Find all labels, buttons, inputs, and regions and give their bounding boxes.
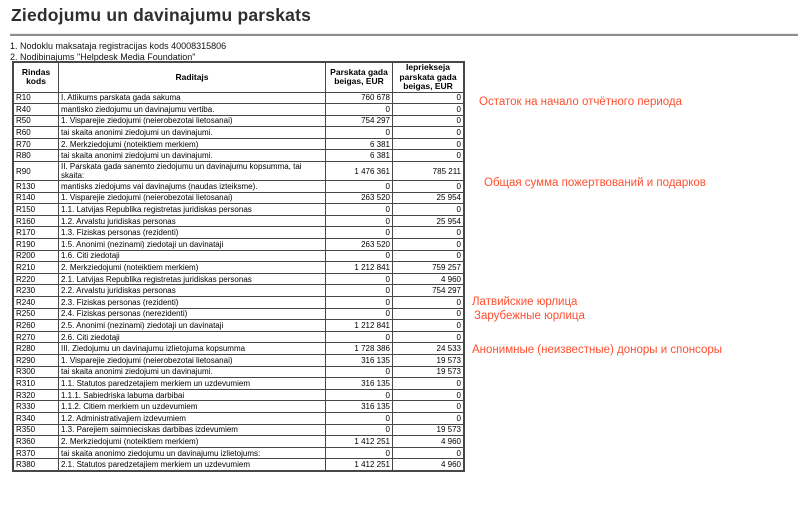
row-code: R170 (14, 227, 59, 239)
row-previous-value: 785 211 (393, 162, 464, 181)
table-row (14, 401, 464, 413)
row-current-value: 1 476 361 (326, 162, 393, 181)
row-previous-value: 0 (393, 250, 464, 262)
row-previous-value: 0 (393, 320, 464, 332)
row-indicator-label: 1.1.1. Sabiedriska labuma darbibai (59, 389, 326, 401)
row-code: R160 (14, 215, 59, 227)
row-previous-value: 0 (393, 127, 464, 139)
row-indicator-label: tai skaita anonimi ziedojumi un davinajumi. (59, 127, 326, 139)
row-previous-value: 754 297 (393, 285, 464, 297)
row-previous-value: 19 573 (393, 424, 464, 436)
annotation-note: Зарубежные юрлица (474, 310, 585, 322)
col-header-row-code: Rindas kods (14, 63, 59, 93)
table-row (14, 459, 464, 471)
table-row (14, 150, 464, 162)
row-current-value: 1 412 251 (326, 436, 393, 448)
row-current-value: 0 (326, 204, 393, 216)
table-row (14, 447, 464, 459)
row-code: R370 (14, 447, 59, 459)
row-indicator-label: 1. Visparejie ziedojumi (neierobezotai lietosanai) (59, 115, 326, 127)
row-code: R380 (14, 459, 59, 471)
row-code: R50 (14, 115, 59, 127)
row-current-value: 316 135 (326, 378, 393, 390)
row-code: R190 (14, 239, 59, 251)
foundation-name-line: 2. Nodibinajums "Helpdesk Media Foundation" (10, 52, 196, 62)
row-current-value: 0 (326, 424, 393, 436)
col-header-indicator: Raditajs (59, 63, 326, 93)
taxpayer-registration-line: 1. Nodoklu maksataja registracijas kods 40008315806 (10, 41, 227, 51)
title-divider (10, 33, 798, 36)
table-row (14, 424, 464, 436)
row-indicator-label: 1. Visparejie ziedojumi (neierobezotai lietosanai) (59, 192, 326, 204)
row-current-value: 0 (326, 227, 393, 239)
table-row (14, 127, 464, 139)
row-code: R130 (14, 181, 59, 193)
table-row (14, 192, 464, 204)
row-code: R270 (14, 331, 59, 343)
row-indicator-label: 1. Visparejie ziedojumi (neierobezotai lietosanai) (59, 354, 326, 366)
row-previous-value: 0 (393, 331, 464, 343)
table-row (14, 320, 464, 332)
row-indicator-label: mantisks ziedojums vai davinajums (naudas izteiksme). (59, 181, 326, 193)
row-current-value: 0 (326, 412, 393, 424)
row-indicator-label: 1.3. Parejiem saimnieciskas darbibas izdevumiem (59, 424, 326, 436)
row-previous-value: 0 (393, 115, 464, 127)
row-indicator-label: 2. Merkziedojumi (noteiktiem merkiem) (59, 436, 326, 448)
row-current-value: 263 520 (326, 192, 393, 204)
row-indicator-label: 1.2. Arvalstu juridiskas personas (59, 215, 326, 227)
row-previous-value: 0 (393, 447, 464, 459)
row-indicator-label: 2.5. Anonimi (nezinami) ziedotaji un davinataji (59, 320, 326, 332)
row-code: R210 (14, 262, 59, 274)
row-current-value: 1 728 386 (326, 343, 393, 355)
row-indicator-label: tai skaita anonimo ziedojumu un davinajumu izlietojums: (59, 447, 326, 459)
row-current-value: 316 135 (326, 401, 393, 413)
row-indicator-label: 1.1. Statutos paredzetajiem merkiem un uzdevumiem (59, 378, 326, 390)
row-previous-value: 19 573 (393, 366, 464, 378)
table-row (14, 104, 464, 116)
row-current-value: 0 (326, 389, 393, 401)
row-current-value: 0 (326, 297, 393, 309)
row-previous-value: 0 (393, 227, 464, 239)
table-row (14, 262, 464, 274)
row-current-value: 0 (326, 366, 393, 378)
table-row (14, 162, 464, 181)
row-current-value: 754 297 (326, 115, 393, 127)
row-indicator-label: 1.5. Anonimi (nezinami) ziedotaji un davinataji (59, 239, 326, 251)
table-row (14, 273, 464, 285)
row-current-value: 1 212 841 (326, 320, 393, 332)
row-code: R230 (14, 285, 59, 297)
row-current-value: 0 (326, 331, 393, 343)
annotation-note: Остаток на начало отчётного периода (479, 96, 683, 108)
row-current-value: 0 (326, 273, 393, 285)
row-previous-value: 759 257 (393, 262, 464, 274)
table-row (14, 215, 464, 227)
row-code: R260 (14, 320, 59, 332)
row-current-value: 0 (326, 215, 393, 227)
table-row (14, 227, 464, 239)
row-indicator-label: III. Ziedojumu un davinajumu izlietojuma kopsumma (59, 343, 326, 355)
row-indicator-label: 1.1. Latvijas Republika registretas juridiskas personas (59, 204, 326, 216)
row-current-value: 0 (326, 181, 393, 193)
row-previous-value: 0 (393, 401, 464, 413)
row-code: R320 (14, 389, 59, 401)
row-indicator-label: 2.2. Arvalstu juridiskas personas (59, 285, 326, 297)
row-previous-value: 4 960 (393, 273, 464, 285)
row-code: R280 (14, 343, 59, 355)
row-current-value: 1 212 841 (326, 262, 393, 274)
header-row (14, 63, 464, 93)
row-previous-value: 0 (393, 297, 464, 309)
row-previous-value: 25 954 (393, 215, 464, 227)
table-row (14, 343, 464, 355)
row-previous-value: 0 (393, 239, 464, 251)
row-code: R10 (14, 92, 59, 104)
row-current-value: 0 (326, 104, 393, 116)
row-previous-value: 0 (393, 204, 464, 216)
row-current-value: 6 381 (326, 138, 393, 150)
row-indicator-label: 1.6. Citi ziedotaji (59, 250, 326, 262)
row-code: R150 (14, 204, 59, 216)
row-code: R80 (14, 150, 59, 162)
row-indicator-label: tai skaita anonimi ziedojumi un davinajumi. (59, 366, 326, 378)
table-row (14, 181, 464, 193)
row-indicator-label: 1.3. Fiziskas personas (rezidenti) (59, 227, 326, 239)
row-indicator-label: 2. Merkziedojumi (noteiktiem merkiem) (59, 262, 326, 274)
row-code: R360 (14, 436, 59, 448)
annotation-note: Латвийские юрлица (472, 296, 578, 308)
report-table-body (14, 92, 464, 470)
row-indicator-label: tai skaita anonimi ziedojumi un davinajumi. (59, 150, 326, 162)
row-current-value: 0 (326, 285, 393, 297)
row-indicator-label: 2.6. Citi ziedotaji (59, 331, 326, 343)
row-code: R60 (14, 127, 59, 139)
annotation-note: Анонимные (неизвестные) доноры и спонсоры (472, 344, 722, 356)
row-indicator-label: 2. Merkziedojumi (noteiktiem merkiem) (59, 138, 326, 150)
row-previous-value: 24 533 (393, 343, 464, 355)
row-previous-value: 0 (393, 150, 464, 162)
table-row (14, 92, 464, 104)
row-indicator-label: 2.4. Fiziskas personas (nerezidenti) (59, 308, 326, 320)
row-current-value: 6 381 (326, 150, 393, 162)
row-code: R310 (14, 378, 59, 390)
row-previous-value: 19 573 (393, 354, 464, 366)
table-row (14, 285, 464, 297)
row-indicator-label: 2.1. Latvijas Republika registretas juridiskas personas (59, 273, 326, 285)
donations-report-table (13, 62, 464, 471)
table-row (14, 297, 464, 309)
row-previous-value: 25 954 (393, 192, 464, 204)
row-code: R350 (14, 424, 59, 436)
row-code: R240 (14, 297, 59, 309)
row-code: R250 (14, 308, 59, 320)
row-indicator-label: mantisko ziedojumu un davinajumu vertiba. (59, 104, 326, 116)
table-row (14, 239, 464, 251)
row-previous-value: 4 960 (393, 436, 464, 448)
annotation-note: Общая сумма пожертвований и подарков (484, 177, 706, 189)
row-code: R200 (14, 250, 59, 262)
row-current-value: 760 678 (326, 92, 393, 104)
row-indicator-label: 2.1. Statutos paredzetajiem merkiem un uzdevumiem (59, 459, 326, 471)
row-code: R70 (14, 138, 59, 150)
row-code: R140 (14, 192, 59, 204)
row-code: R340 (14, 412, 59, 424)
table-row (14, 138, 464, 150)
table-row (14, 250, 464, 262)
row-code: R300 (14, 366, 59, 378)
row-current-value: 263 520 (326, 239, 393, 251)
row-current-value: 0 (326, 127, 393, 139)
row-previous-value: 0 (393, 181, 464, 193)
row-previous-value: 0 (393, 92, 464, 104)
col-header-current-year-end: Parskata gada beigas, EUR (326, 63, 393, 93)
table-row (14, 366, 464, 378)
row-indicator-label: 1.1.2. Citiem merkiem un uzdevumiem (59, 401, 326, 413)
col-header-previous-year-end: Iepriekseja parskata gada beigas, EUR (393, 63, 464, 93)
table-row (14, 331, 464, 343)
table-row (14, 204, 464, 216)
row-code: R220 (14, 273, 59, 285)
row-indicator-label: II. Parskata gada sanemto ziedojumu un davinajumu kopsumma, tai skaita: (59, 162, 326, 181)
row-previous-value: 0 (393, 308, 464, 320)
row-previous-value: 4 960 (393, 459, 464, 471)
row-previous-value: 0 (393, 104, 464, 116)
page-title: Ziedojumu un davinajumu parskats (11, 5, 312, 25)
row-indicator-label: 1.2. Administrativajiem izdevumiem (59, 412, 326, 424)
row-previous-value: 0 (393, 412, 464, 424)
row-previous-value: 0 (393, 389, 464, 401)
table-row (14, 115, 464, 127)
row-indicator-label: I. Atlikums parskata gada sakuma (59, 92, 326, 104)
report-table-header (14, 63, 464, 93)
table-row (14, 389, 464, 401)
row-current-value: 1 412 251 (326, 459, 393, 471)
row-code: R90 (14, 162, 59, 181)
row-current-value: 0 (326, 308, 393, 320)
table-row (14, 412, 464, 424)
row-code: R290 (14, 354, 59, 366)
row-previous-value: 0 (393, 138, 464, 150)
table-row (14, 354, 464, 366)
row-current-value: 0 (326, 447, 393, 459)
row-current-value: 316 135 (326, 354, 393, 366)
table-row (14, 378, 464, 390)
row-code: R330 (14, 401, 59, 413)
row-previous-value: 0 (393, 378, 464, 390)
row-current-value: 0 (326, 250, 393, 262)
row-code: R40 (14, 104, 59, 116)
row-indicator-label: 2.3. Fiziskas personas (rezidenti) (59, 297, 326, 309)
table-row (14, 308, 464, 320)
table-row (14, 436, 464, 448)
